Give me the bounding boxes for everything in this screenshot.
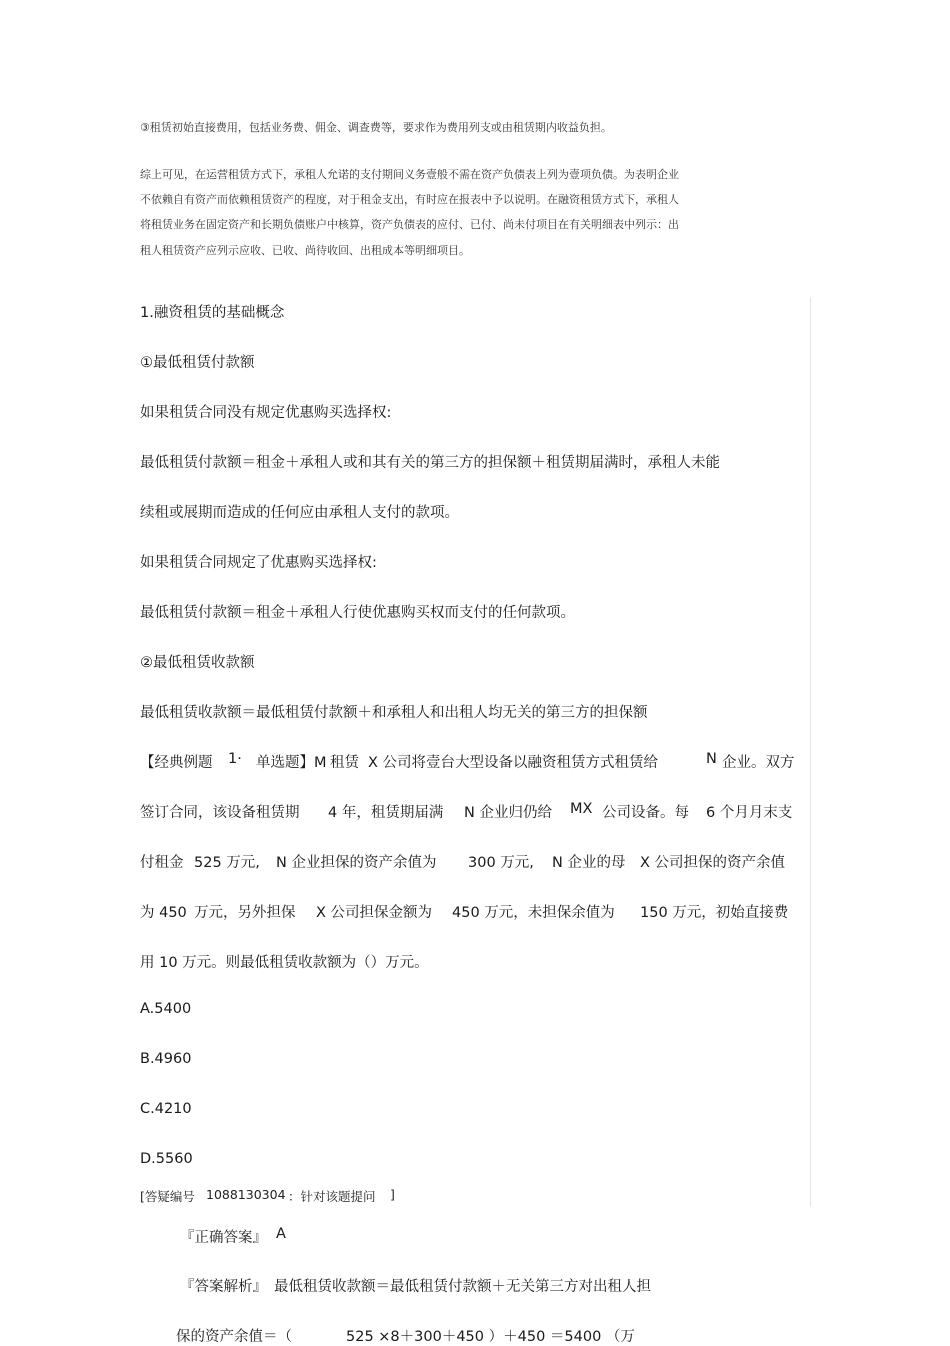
qa-ref-label: [答疑编号 [140,1189,195,1204]
qa-ref-number: 1088130304 [206,1187,286,1202]
example-fragment: 300 万元, [468,855,534,871]
example-fragment: N 企业的母 [552,855,626,871]
subheading-min-lease-payments: ①最低租赁付款额 [140,355,255,371]
example-fragment: 万元，另外担保 [194,905,296,921]
formula-1-line-1: 最低租赁付款额＝租金＋承租人或和其有关的第三方的担保额＋租赁期届满时，承租人未能 [140,455,720,471]
correct-answer-value: A [276,1226,286,1242]
section-heading: 1.融资租赁的基础概念 [140,305,285,321]
example-fragment: 150 万元，初始直接费 [640,905,789,921]
summary-line-3: 将租赁业务在固定资产和长期负债账户中核算，资产负债表的应付、已付、尚未付项目在有关明细表中列示：出 [140,218,679,231]
example-fragment: 【经典例题 [140,755,213,771]
example-fragment: 签订合同，该设备租赁期 [140,805,300,821]
option-a: A.5400 [140,1001,192,1017]
ask-question-link[interactable]: ：针对该题提问 [288,1189,376,1204]
summary-line-2: 不依赖自有资产而依赖租赁资产的程度，对于租金支出，有时应在报表中予以说明。在融资租赁方式下，承租人 [140,193,679,206]
analysis-line-2-start: 保的资产余值＝（ [176,1329,292,1345]
option-c: C.4210 [140,1101,192,1117]
formula-1-line-2: 续租或展期而造成的任何应由承租人支付的款项。 [140,505,459,521]
example-fragment: N 企业担保的资产余值为 [276,855,437,871]
example-fragment: MX [570,801,593,817]
option-d: D.5560 [140,1151,193,1167]
example-line-5: 用 10 万元。则最低租赁收款额为（）万元。 [140,955,429,971]
example-fragment: X 公司担保的资产余值 [640,855,786,871]
formula-3: 最低租赁收款额＝最低租赁付款额＋和承租人和出租人均无关的第三方的担保额 [140,705,648,721]
analysis-line-1: 最低租赁收款额＝最低租赁付款额＋无关第三方对出租人担 [274,1279,651,1295]
example-fragment: 租赁 [330,755,359,771]
example-fragment: 525 万元, [194,855,260,871]
example-fragment: 单选题】M [256,755,327,771]
summary-line-4: 租人租赁资产应列示应收、已收、尚待收回、出租成本等明细项目。 [140,244,470,257]
condition-no-option: 如果租赁合同没有规定优惠购买选择权: [140,405,392,421]
example-fragment: 为 450 [140,905,187,921]
qa-ref-close: ] [390,1187,395,1202]
analysis-line-2-formula: 525 ×8＋300＋450 ）＋450 ＝5400 （万 [346,1329,635,1345]
subheading-min-lease-receipts: ②最低租赁收款额 [140,655,255,671]
example-fragment: X 公司担保金额为 [316,905,433,921]
example-fragment: 企业。双方 [722,755,795,771]
example-fragment: 1· [228,751,242,767]
example-fragment: 公司设备。每 [602,805,689,821]
correct-answer-label: 『正确答案』 [180,1230,267,1246]
example-fragment: X 公司将壹台大型设备以融资租赁方式租赁给 [368,755,659,771]
intro-item-3: ③租赁初始直接费用，包括业务费、佣金、调查费等，要求作为费用列支或由租赁期内收益负担。 [140,121,612,134]
formula-2: 最低租赁付款额＝租金＋承租人行使优惠购买权而支付的任何款项。 [140,605,575,621]
option-b: B.4960 [140,1051,192,1067]
summary-line-1: 综上可见，在运营租赁方式下，承租人允诺的支付期间义务壹般不需在资产负债表上列为壹项负债。为表明企业 [140,168,679,181]
condition-with-option: 如果租赁合同规定了优惠购买选择权: [140,555,377,571]
example-fragment: N [706,751,717,767]
analysis-label: 『答案解析』 [180,1279,267,1295]
example-fragment: 450 万元，未担保余值为 [452,905,615,921]
example-fragment: 6 个月月末支 [706,805,793,821]
example-fragment: 4 年，租赁期届满 [328,805,444,821]
right-margin-rule [810,297,811,1207]
example-fragment: 付租金 [140,855,184,871]
example-fragment: N 企业归仍给 [464,805,552,821]
